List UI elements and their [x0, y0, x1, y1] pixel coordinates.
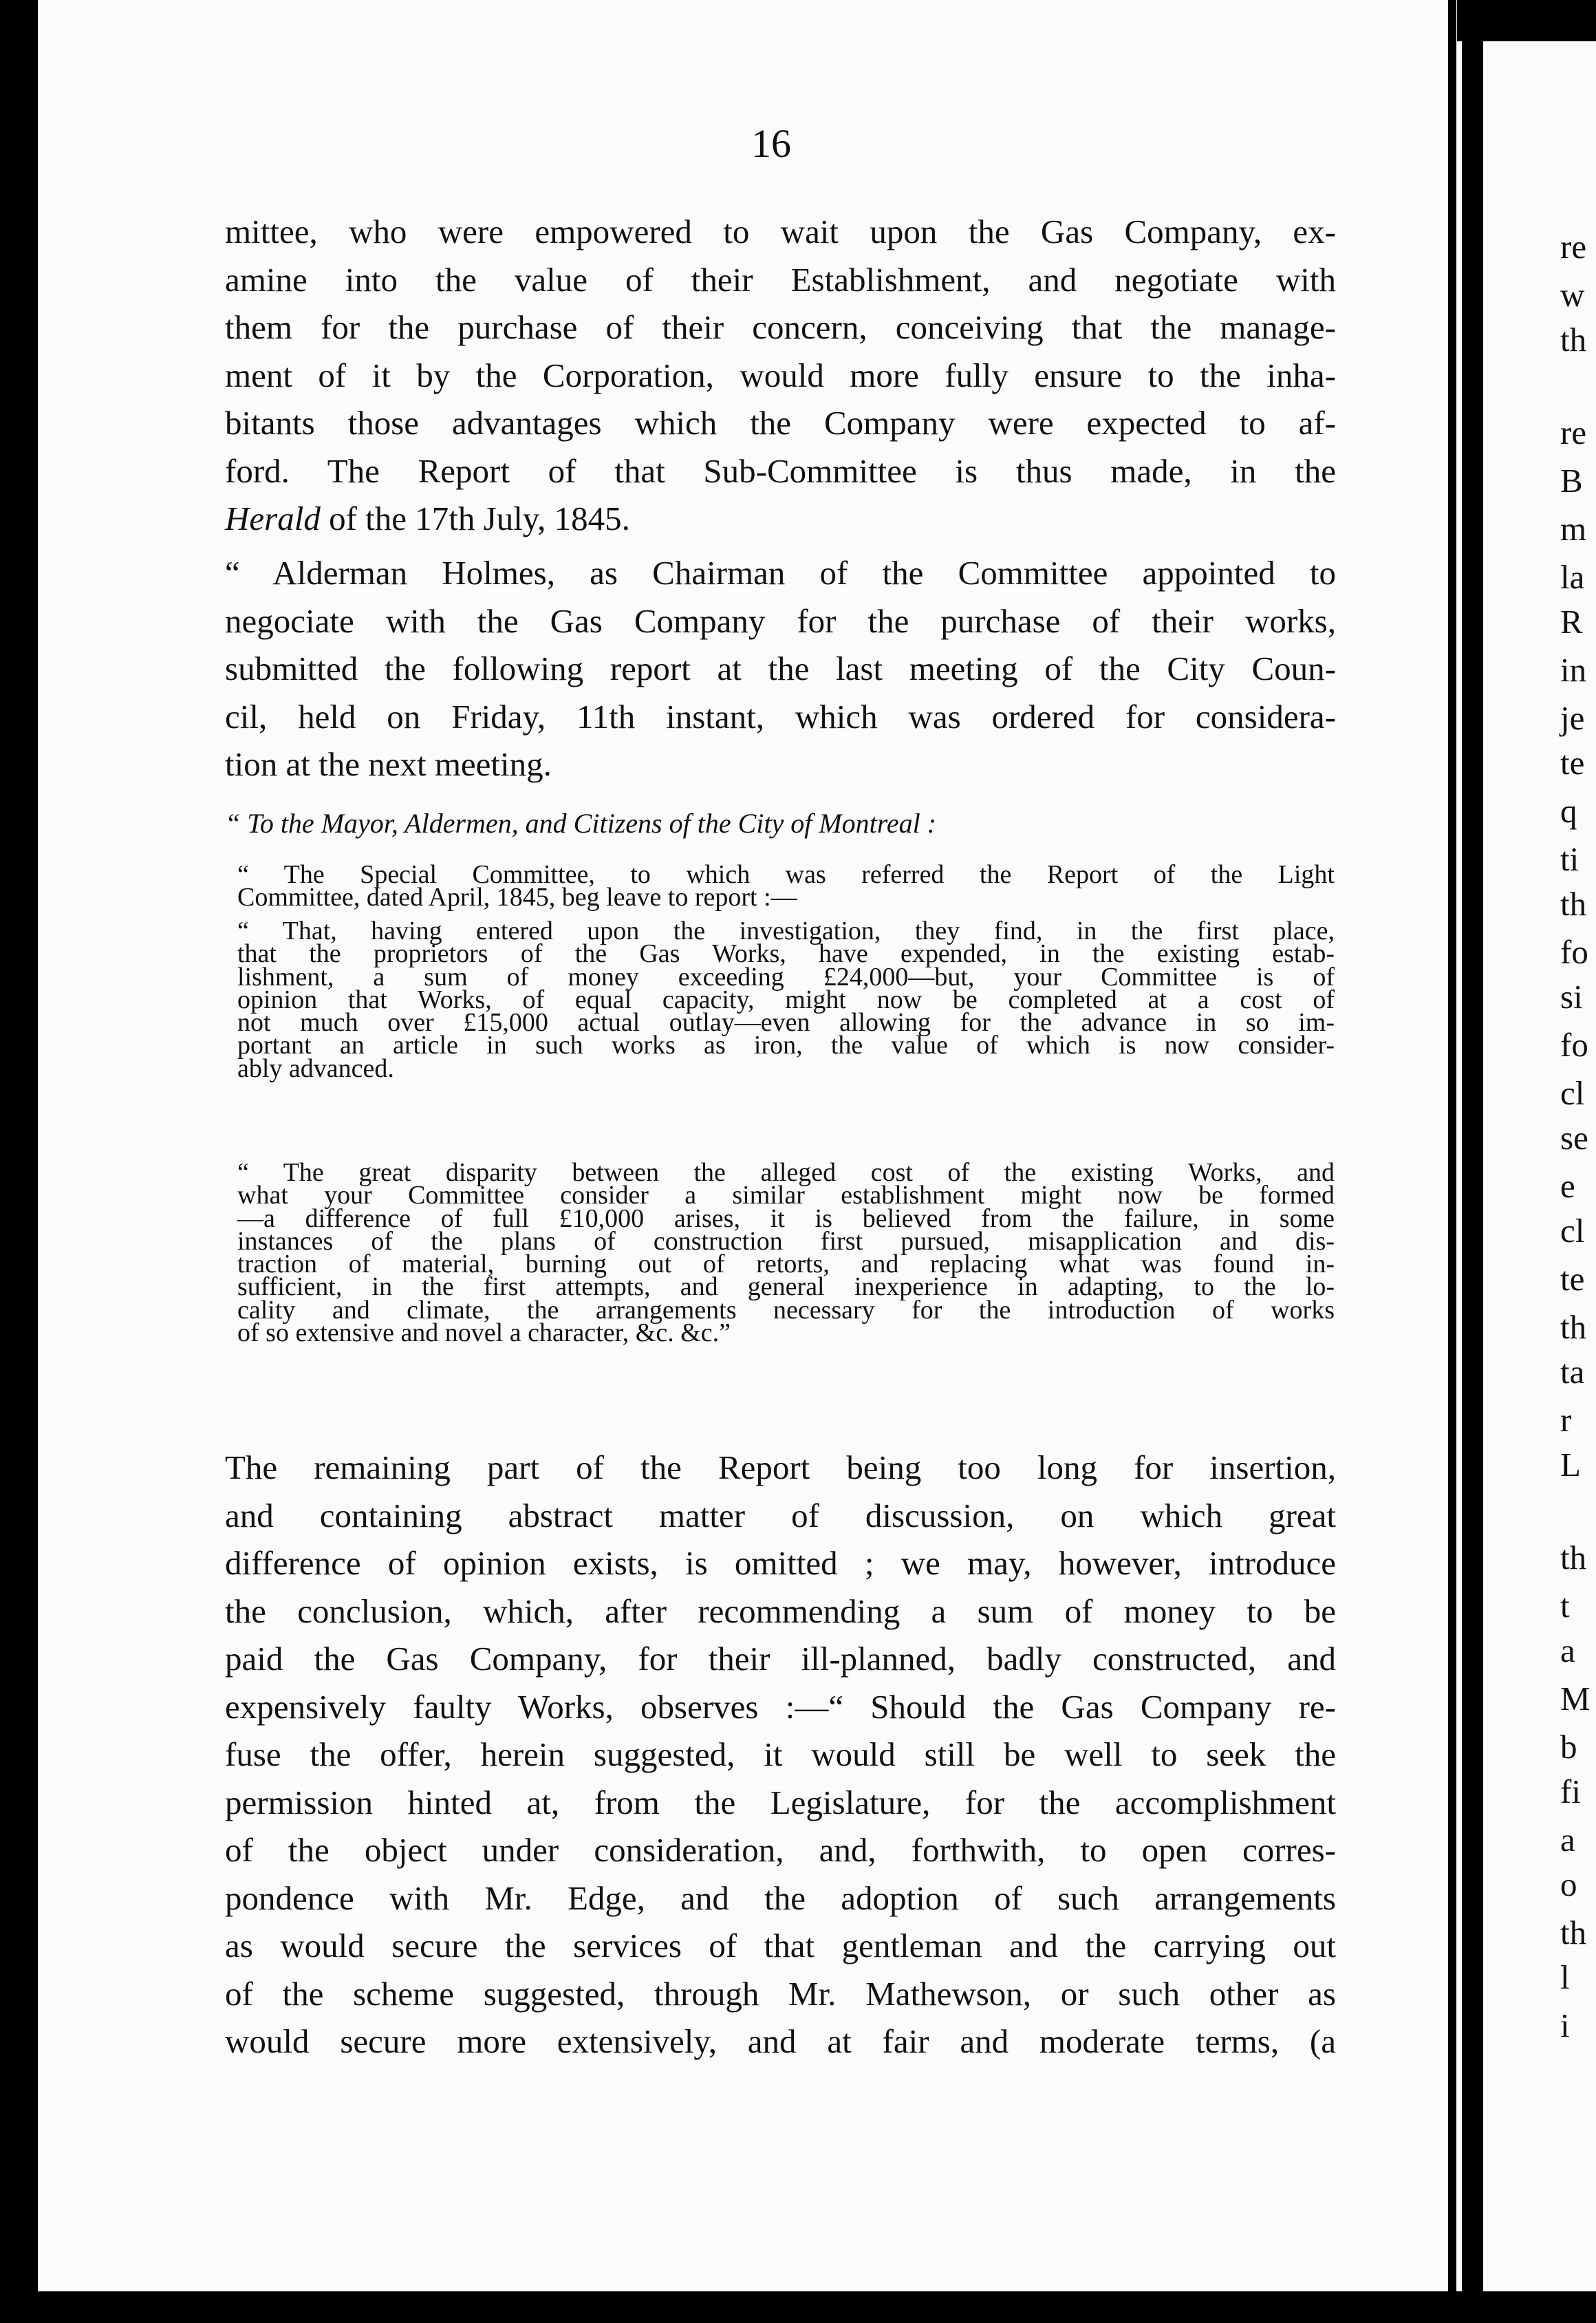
quote-paragraph-3	[237, 1158, 1335, 1348]
right-page-fragment: te	[1560, 744, 1585, 782]
quote-paragraph-1	[237, 860, 1335, 912]
text-line: Committee, dated April, 1845, beg leave to report :—	[237, 883, 797, 912]
text-line: bitants those advantages which the Company were expected to af-	[225, 404, 1336, 442]
right-page-fragment: je	[1560, 699, 1585, 737]
text-line: The remaining part of the Report being too long for insertion,	[225, 1448, 1336, 1486]
right-page-fragment: ti	[1560, 840, 1579, 878]
text-line: them for the purchase of their concern, conceiving that the manage-	[225, 308, 1336, 346]
page-gutter-line	[1479, 0, 1483, 2323]
text-line: “ That, having entered upon the investigation, they find, in the first place,	[237, 917, 1335, 945]
text-line: “ The great disparity between the alleged cost of the existing Works, and	[237, 1158, 1335, 1187]
right-page-fragment: i	[1560, 2006, 1570, 2044]
right-page-fragment: m	[1560, 510, 1587, 548]
salutation: “ To the Mayor, Aldermen, and Citizens of the City of Montreal :	[225, 808, 937, 839]
right-page-fragment: fi	[1560, 1773, 1581, 1810]
right-page-fragment: la	[1560, 558, 1585, 596]
right-page-fragment: B	[1560, 462, 1583, 500]
quote-paragraph-2	[237, 917, 1335, 1083]
right-page-fragment: l	[1560, 1958, 1570, 1996]
right-page-fragment: in	[1560, 651, 1587, 689]
text-line: paid the Gas Company, for their ill-planned, badly constructed, and	[225, 1640, 1336, 1678]
right-page-fragment: si	[1560, 978, 1583, 1016]
herald-date: of the 17th July, 1845.	[320, 500, 630, 537]
text-line: cality and climate, the arrangements necessary for the introduction of works	[237, 1295, 1335, 1325]
holmes-paragraph	[225, 549, 1336, 789]
right-page-fragment: ta	[1560, 1353, 1585, 1391]
text-line: opinion that Works, of equal capacity, might now be completed at a cost of	[237, 985, 1335, 1014]
text-line: that the proprietors of the Gas Works, have expended, in the existing estab-	[237, 939, 1335, 969]
remaining-paragraph	[225, 1444, 1336, 2066]
text-line: of the scheme suggested, through Mr. Mathewson, or such other as	[225, 1974, 1336, 2013]
right-page-fragment: th	[1560, 885, 1587, 923]
right-page-fragment: cl	[1560, 1212, 1585, 1250]
right-page-fragment: e	[1560, 1167, 1575, 1205]
right-page-fragment: w	[1560, 276, 1585, 314]
text-line: amine into the value of their Establishment, and negotiate with	[225, 260, 1336, 299]
right-page-fragment: r	[1560, 1401, 1572, 1439]
text-line: of so extensive and novel a character, &c. &c.”	[237, 1318, 731, 1348]
text-line: instances of the plans of construction first pursued, misapplication and dis-	[237, 1226, 1335, 1256]
right-page-fragment: se	[1560, 1119, 1588, 1157]
right-page-edge	[1479, 0, 1596, 2323]
text-line: the conclusion, which, after recommending a sum of money to be	[225, 1592, 1336, 1630]
right-page-fragment: th	[1560, 1539, 1587, 1576]
text-line: would secure more extensively, and at fair and moderate terms, (a	[225, 2022, 1336, 2060]
text-line: sufficient, in the first attempts, and general inexperience in adapting, to the lo-	[237, 1272, 1335, 1302]
text-line: what your Committee consider a similar establishment might now be formed	[237, 1181, 1335, 1210]
scan-border-bottom	[38, 2291, 1596, 2323]
intro-paragraph	[225, 208, 1336, 543]
text-line: ford. The Report of that Sub-Committee is thus made, in the	[225, 451, 1336, 490]
right-page-fragment: th	[1560, 1914, 1587, 1951]
right-page-fragment: R	[1560, 603, 1583, 641]
text-line: as would secure the services of that gentleman and the carrying out	[225, 1927, 1336, 1965]
text-line: “ The Special Committee, to which was referred the Report of the Light	[237, 860, 1335, 889]
page-gutter-shadow	[1448, 0, 1456, 2323]
right-page-fragment: fo	[1560, 933, 1588, 971]
right-page-fragment: re	[1560, 228, 1587, 266]
right-page-fragment: th	[1560, 321, 1587, 358]
right-page-fragment: fo	[1560, 1026, 1588, 1064]
text-line: portant an article in such works as iron, the value of which is now consider-	[237, 1031, 1335, 1060]
right-page-fragment: M	[1560, 1680, 1590, 1717]
text-line: lishment, a sum of money exceeding £24,000—but, your Committee is of	[237, 962, 1335, 992]
text-line: submitted the following report at the last meeting of the City Coun-	[225, 650, 1336, 687]
text-line: mittee, who were empowered to wait upon the Gas Company, ex-	[225, 213, 1336, 250]
right-page-fragment: re	[1560, 414, 1587, 451]
text-line: fuse the offer, herein suggested, it would still be well to seek the	[225, 1735, 1336, 1773]
text-line: ably advanced.	[237, 1053, 394, 1083]
text-line: traction of material, burning out of retorts, and replacing what was found in-	[237, 1250, 1335, 1279]
scan-border-top	[1457, 0, 1596, 41]
text-line	[225, 495, 1336, 543]
text-line: —a difference of full £10,000 arises, it is believed from the failure, in some	[237, 1203, 1335, 1233]
text-line: of the object under consideration, and, forthwith, to open corres-	[225, 1831, 1336, 1869]
right-page-fragment: te	[1560, 1260, 1585, 1298]
text-line: expensively faulty Works, observes :—“ Should the Gas Company re-	[225, 1687, 1336, 1726]
right-page-fragment: o	[1560, 1865, 1577, 1903]
text-line: difference of opinion exists, is omitted ; we may, however, introduce	[225, 1544, 1336, 1582]
text-line: ment of it by the Corporation, would more fully ensure to the inha-	[225, 356, 1336, 394]
text-line: pondence with Mr. Edge, and the adoption of such arrangements	[225, 1878, 1336, 1917]
right-page-fragment: t	[1560, 1587, 1570, 1625]
text-line: cil, held on Friday, 11th instant, which was ordered for considera-	[225, 697, 1336, 736]
right-page-fragment: q	[1560, 792, 1577, 830]
text-line: tion at the next meeting.	[225, 745, 552, 783]
text-line: not much over £15,000 actual outlay—even allowing for the advance in so im-	[237, 1008, 1335, 1038]
page-number: 16	[751, 121, 791, 166]
right-page-fragment: L	[1560, 1446, 1581, 1484]
right-page-fragment: a	[1560, 1631, 1575, 1669]
text-line: negociate with the Gas Company for the purchase of their works,	[225, 601, 1336, 640]
text-line: “ Alderman Holmes, as Chairman of the Committee appointed to	[225, 554, 1336, 592]
right-page-fragment: th	[1560, 1308, 1587, 1346]
right-page-fragment: a	[1560, 1821, 1575, 1859]
herald-italic: Herald	[225, 500, 321, 537]
right-page-fragment: cl	[1560, 1074, 1585, 1112]
text-line: permission hinted at, from the Legislature, for the accomplishment	[225, 1783, 1336, 1821]
right-page-fragment: b	[1560, 1728, 1577, 1766]
text-line: and containing abstract matter of discussion, on which great	[225, 1496, 1336, 1534]
